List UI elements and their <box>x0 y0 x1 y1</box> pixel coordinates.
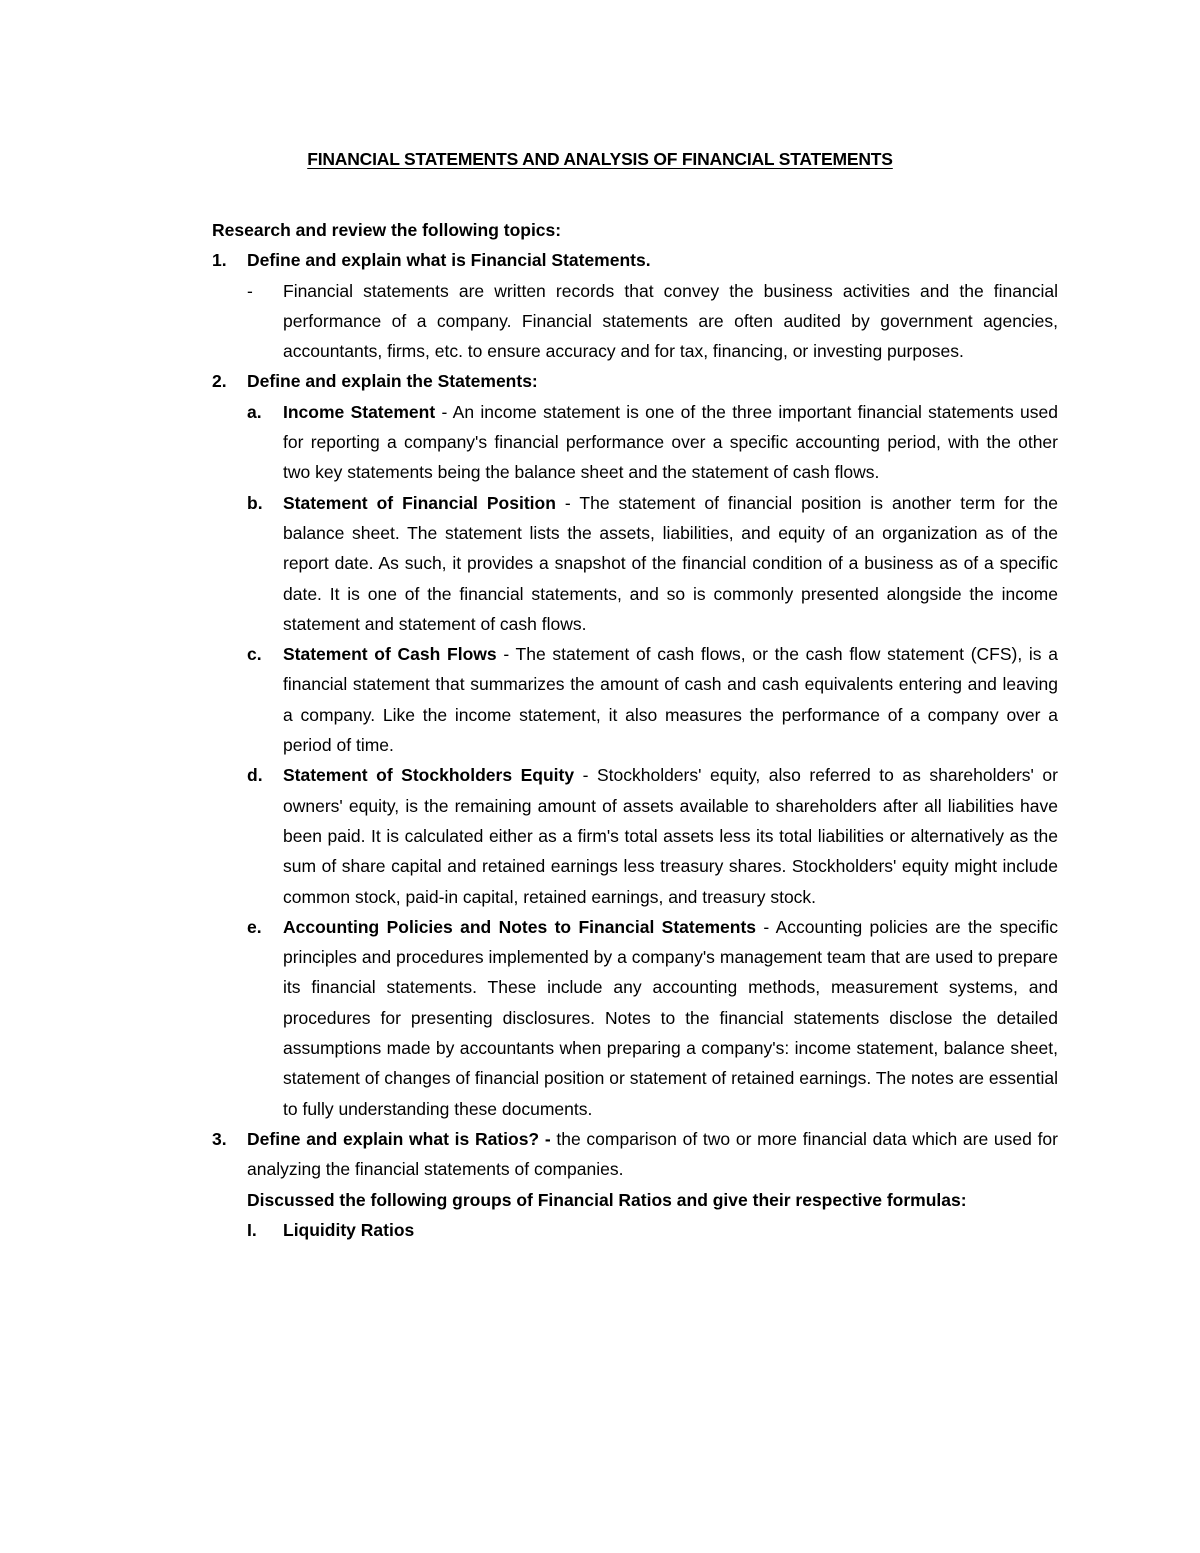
q2-item-text: The statement of financial position is another term for the balance sheet. The statement lists the assets, liabilities, and equity of an organization as of the report date. As such, it provides a snapshot of the financial condition of a business as of a specific date. It is one of the financial statements, and so is commonly presented alongside the income statement and statement of cash flows. <box>283 492 1058 634</box>
q1-number: 1. <box>212 250 227 271</box>
q2-item-body <box>283 760 1058 911</box>
q2-item-stockholders-equity <box>212 760 1058 911</box>
q1-answer: Financial statements are written records that convey the business activities and the financial performance of a company. Financial statements are often audited by government agencies, accountants, firms, etc. to ensure accuracy and for tax, financing, or investing purposes. <box>283 280 1058 362</box>
document-body <box>212 215 1058 1245</box>
document-title-text: FINANCIAL STATEMENTS AND ANALYSIS OF FINANCIAL STATEMENTS <box>307 149 893 169</box>
document-title <box>0 146 1200 172</box>
q2-item-letter: a. <box>247 401 262 422</box>
q2-item-text: An income statement is one of the three important financial statements used for reporting a company's financial performance over a specific accounting period, with the other two key statements being the balance sheet and the statement of cash flows. <box>283 401 1058 483</box>
q2-item-letter: b. <box>247 492 263 513</box>
q1-heading: Define and explain what is Financial Statements. <box>247 250 651 271</box>
q2-item-body <box>283 397 1058 488</box>
q2-item-term: Accounting Policies and Notes to Financial Statements <box>283 916 757 937</box>
q2-item-separator: - <box>496 644 516 665</box>
q2-item-letter: c. <box>247 644 262 665</box>
q3-sub-heading-line <box>212 1215 1058 1245</box>
q2-item-term: Statement of Financial Position <box>283 492 556 513</box>
intro-text: Research and review the following topics: <box>212 220 562 240</box>
q2-item-cash-flows <box>212 639 1058 760</box>
q2-item-separator: - <box>435 401 453 422</box>
q3-sub-heading: Liquidity Ratios <box>283 1219 415 1240</box>
q3-separator: - <box>539 1128 557 1149</box>
q2-item-financial-position <box>212 488 1058 639</box>
q2-item-body <box>283 488 1058 639</box>
q2-item-term: Statement of Cash Flows <box>283 644 497 665</box>
q2-item-term: Income Statement <box>283 401 436 422</box>
q2-item-income-statement <box>212 397 1058 488</box>
q3-heading-line <box>212 1124 1058 1185</box>
q2-item-letter: e. <box>247 916 262 937</box>
q3-heading: Define and explain what is Ratios? <box>247 1128 540 1149</box>
q2-item-separator: - <box>555 492 580 513</box>
q3-number: 3. <box>212 1128 227 1149</box>
q3-sub-number: I. <box>247 1219 257 1240</box>
q2-item-letter: d. <box>247 765 263 786</box>
q2-number: 2. <box>212 371 227 392</box>
q1-bullet: - <box>247 280 253 301</box>
q2-item-accounting-policies <box>212 912 1058 1124</box>
q3-discuss: Discussed the following groups of Financial Ratios and give their respective formulas: <box>247 1189 967 1210</box>
q2-item-term: Statement of Stockholders Equity <box>283 765 575 786</box>
q1-answer-line <box>212 276 1058 367</box>
q2-heading: Define and explain the Statements: <box>247 371 538 392</box>
q2-heading-line <box>212 366 1058 396</box>
q2-item-body <box>283 912 1058 1124</box>
q2-item-text: The statement of cash flows, or the cash flow statement (CFS), is a financial statement that summarizes the amount of cash and cash equivalents entering and leaving a company. Like the income statement, it also measures the performance of a company over a period of time. <box>283 644 1058 756</box>
q2-item-body <box>283 639 1058 760</box>
q2-item-text: Accounting policies are the specific principles and procedures implemented by a company's management team that are used to prepare its financial statements. These include any accounting methods, measurement systems, and procedures for presenting disclosures. Notes to the financial statements disclose the detailed assumptions made by accountants when preparing a company's: income statement, balance sheet, statement of changes of financial position or statement of retained earnings. The notes are essential to fully understanding these documents. <box>283 916 1058 1119</box>
q3-body <box>247 1124 1058 1185</box>
q3-answer: the comparison of two or more financial data which are used for analyzing the financial statements of companies. <box>247 1128 1058 1180</box>
q2-item-separator: - <box>574 765 597 786</box>
q1-heading-line <box>212 245 1058 275</box>
q2-item-text: Stockholders' equity, also referred to as shareholders' or owners' equity, is the remaining amount of assets available to shareholders after all liabilities have been paid. It is calculated either as a firm's total assets less its total liabilities or alternatively as the sum of share capital and retained earnings less treasury shares. Stockholders' equity might include common stock, paid-in capital, retained earnings, and treasury stock. <box>283 765 1058 907</box>
q2-item-separator: - <box>756 916 776 937</box>
